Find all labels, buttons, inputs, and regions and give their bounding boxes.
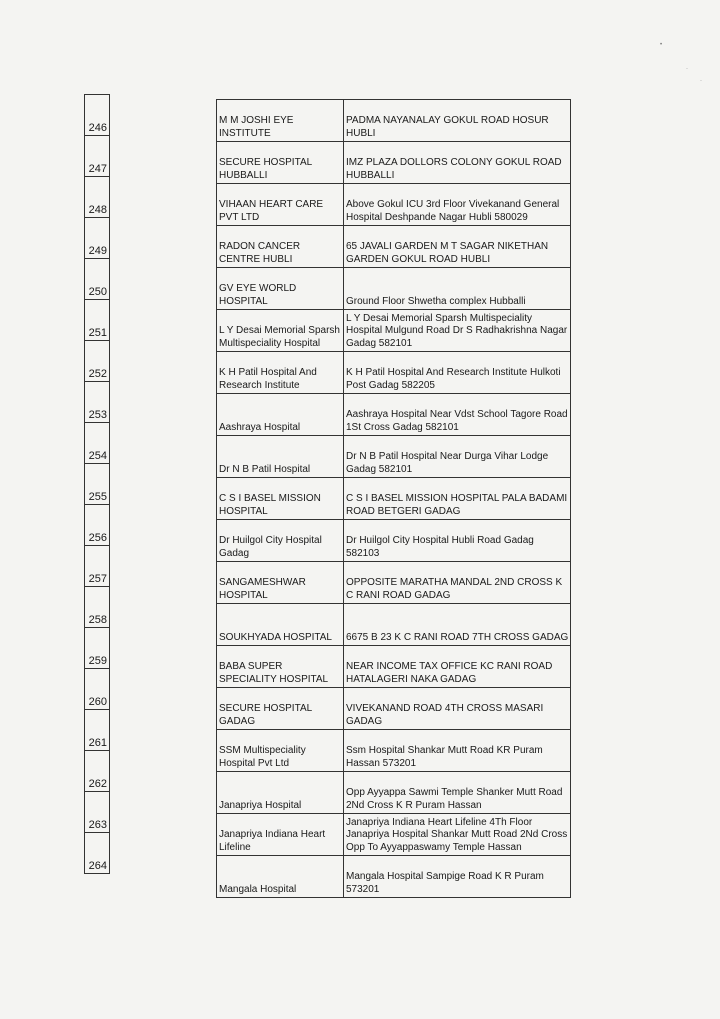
hospital-address: VIVEKANAND ROAD 4TH CROSS MASARI GADAG — [344, 688, 571, 730]
hospital-address: Ssm Hospital Shankar Mutt Road KR Puram Hassan 573201 — [344, 730, 571, 772]
hospital-name: SECURE HOSPITAL GADAG — [217, 688, 344, 730]
serial-number: 247 — [85, 136, 110, 177]
serial-number: 252 — [85, 341, 110, 382]
hospital-table — [216, 99, 571, 898]
hospital-name: Janapriya Indiana Heart Lifeline — [217, 814, 344, 856]
hospital-name: Mangala Hospital — [217, 856, 344, 898]
table-row — [217, 100, 571, 142]
hospital-address: L Y Desai Memorial Sparsh Multispeciality Hospital Mulgund Road Dr S Radhakrishna Nagar Gadag 582101 — [344, 310, 571, 352]
hospital-name: RADON CANCER CENTRE HUBLI — [217, 226, 344, 268]
hospital-name: SSM Multispeciality Hospital Pvt Ltd — [217, 730, 344, 772]
hospital-name: Aashraya Hospital — [217, 394, 344, 436]
hospital-address: Janapriya Indiana Heart Lifeline 4Th Floor Janapriya Hospital Shankar Mutt Road 2Nd Cross Opp To Ayyappaswamy Temple Hassan — [344, 814, 571, 856]
hospital-address: K H Patil Hospital And Research Institute Hulkoti Post Gadag 582205 — [344, 352, 571, 394]
serial-row — [85, 710, 110, 751]
table-row — [217, 646, 571, 688]
table-row — [217, 814, 571, 856]
serial-number: 256 — [85, 505, 110, 546]
serial-row — [85, 95, 110, 136]
serial-row — [85, 464, 110, 505]
hospital-name: M M JOSHI EYE INSTITUTE — [217, 100, 344, 142]
serial-number: 250 — [85, 259, 110, 300]
hospital-address: IMZ PLAZA DOLLORS COLONY GOKUL ROAD HUBBALLI — [344, 142, 571, 184]
table-row — [217, 562, 571, 604]
serial-row — [85, 136, 110, 177]
table-row — [217, 310, 571, 352]
serial-number: 246 — [85, 95, 110, 136]
hospital-address: OPPOSITE MARATHA MANDAL 2ND CROSS K C RANI ROAD GADAG — [344, 562, 571, 604]
table-row — [217, 604, 571, 646]
hospital-name: Dr Huilgol City Hospital Gadag — [217, 520, 344, 562]
serial-number-column — [84, 94, 110, 874]
serial-row — [85, 382, 110, 423]
table-row — [217, 772, 571, 814]
serial-number: 258 — [85, 587, 110, 628]
hospital-name: Dr N B Patil Hospital — [217, 436, 344, 478]
serial-row — [85, 341, 110, 382]
scan-speck: · — [686, 66, 688, 72]
serial-row — [85, 587, 110, 628]
hospital-name: SANGAMESHWAR HOSPITAL — [217, 562, 344, 604]
serial-row — [85, 259, 110, 300]
table-row — [217, 436, 571, 478]
serial-row — [85, 218, 110, 259]
serial-row — [85, 628, 110, 669]
serial-row — [85, 505, 110, 546]
hospital-address: 6675 B 23 K C RANI ROAD 7TH CROSS GADAG — [344, 604, 571, 646]
hospital-address: Mangala Hospital Sampige Road K R Puram 573201 — [344, 856, 571, 898]
scan-speck: • — [660, 42, 663, 48]
hospital-address: C S I BASEL MISSION HOSPITAL PALA BADAMI ROAD BETGERI GADAG — [344, 478, 571, 520]
table-row — [217, 688, 571, 730]
serial-number: 264 — [85, 833, 110, 874]
hospital-address: Aashraya Hospital Near Vdst School Tagore Road 1St Cross Gadag 582101 — [344, 394, 571, 436]
serial-number: 253 — [85, 382, 110, 423]
table-row — [217, 184, 571, 226]
serial-row — [85, 669, 110, 710]
hospital-name: BABA SUPER SPECIALITY HOSPITAL — [217, 646, 344, 688]
hospital-name: SECURE HOSPITAL HUBBALLI — [217, 142, 344, 184]
serial-row — [85, 300, 110, 341]
serial-number: 255 — [85, 464, 110, 505]
hospital-name: L Y Desai Memorial Sparsh Multispeciality Hospital — [217, 310, 344, 352]
table-row — [217, 352, 571, 394]
scan-speck: · — [700, 78, 702, 84]
hospital-name: GV EYE WORLD HOSPITAL — [217, 268, 344, 310]
table-row — [217, 394, 571, 436]
hospital-name: VIHAAN HEART CARE PVT LTD — [217, 184, 344, 226]
hospital-address: 65 JAVALI GARDEN M T SAGAR NIKETHAN GARDEN GOKUL ROAD HUBLI — [344, 226, 571, 268]
serial-row — [85, 792, 110, 833]
serial-row — [85, 546, 110, 587]
hospital-address: Opp Ayyappa Sawmi Temple Shanker Mutt Road 2Nd Cross K R Puram Hassan — [344, 772, 571, 814]
table-row — [217, 520, 571, 562]
table-row — [217, 142, 571, 184]
serial-row — [85, 833, 110, 874]
serial-number: 248 — [85, 177, 110, 218]
table-row — [217, 478, 571, 520]
table-row — [217, 730, 571, 772]
serial-number: 261 — [85, 710, 110, 751]
serial-row — [85, 177, 110, 218]
serial-number: 260 — [85, 669, 110, 710]
serial-row — [85, 423, 110, 464]
hospital-address: Ground Floor Shwetha complex Hubballi — [344, 268, 571, 310]
serial-number: 262 — [85, 751, 110, 792]
serial-number: 254 — [85, 423, 110, 464]
serial-number: 257 — [85, 546, 110, 587]
table-row — [217, 856, 571, 898]
table-row — [217, 226, 571, 268]
serial-row — [85, 751, 110, 792]
hospital-address: PADMA NAYANALAY GOKUL ROAD HOSUR HUBLI — [344, 100, 571, 142]
hospital-name: SOUKHYADA HOSPITAL — [217, 604, 344, 646]
serial-number: 251 — [85, 300, 110, 341]
table-row — [217, 268, 571, 310]
hospital-name: C S I BASEL MISSION HOSPITAL — [217, 478, 344, 520]
hospital-address: Dr N B Patil Hospital Near Durga Vihar Lodge Gadag 582101 — [344, 436, 571, 478]
hospital-address: NEAR INCOME TAX OFFICE KC RANI ROAD HATALAGERI NAKA GADAG — [344, 646, 571, 688]
hospital-address: Dr Huilgol City Hospital Hubli Road Gadag 582103 — [344, 520, 571, 562]
hospital-address: Above Gokul ICU 3rd Floor Vivekanand General Hospital Deshpande Nagar Hubli 580029 — [344, 184, 571, 226]
serial-number: 263 — [85, 792, 110, 833]
serial-number: 249 — [85, 218, 110, 259]
serial-number: 259 — [85, 628, 110, 669]
hospital-name: Janapriya Hospital — [217, 772, 344, 814]
hospital-name: K H Patil Hospital And Research Institute — [217, 352, 344, 394]
